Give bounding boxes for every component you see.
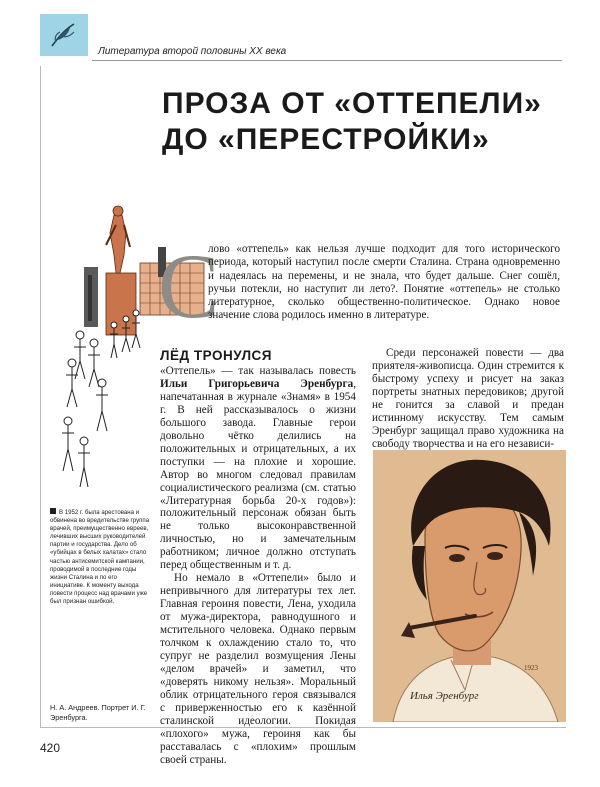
sidebar-note-text: В 1952 г. была арестована и обвинена во вредительстве группа врачей, преимущественно евреев, лечивших высших руководителей партии и государства. Дело об «убийцах в белых халатах» стало частью антисемитской кампании, проводимой в последние годы жизни Сталина и по его инициативе. К моменту выхода повести процесс над врачами уже был признан ошибкой.	[50, 509, 150, 606]
left-paragraph-2: Но немало в «Оттепели» было и непривычного для литературы тех лет. Главная героиня повести, Лена, уходила от мужа-директора, равнодушного и мстительного человека. Однако первым толчком к охлаждению стало то, что супруг не разделил возмущения Лены «делом врачей» и заметил, что «доверять никому нельзя». Моральный облик отрицательного героя связывался с приверженностью его к казённой сталинской идеологии. Покидая «плохого» мужа, героиня как бы расставалась с «плохим» прошлым своей страны.	[160, 572, 356, 766]
article-title	[162, 86, 542, 158]
sidebar-note	[50, 508, 150, 606]
statue-drawing	[106, 206, 136, 335]
intro-paragraph: лово «оттепель» как нельзя лучше подходит для того исторического периода, который наступил после смерти Сталина. Страна одновременно и надеялась на перемены, и не знала, что будет дальше. Снег сошёл, ручьи потекли, но наступит ли лето?. Понятие «оттепель» не столько литературное, сколько общественно-политическое. Однако новое значение слова родилось именно в литературе.	[208, 243, 560, 322]
portrait-caption: Н. А. Андреев. Портрет И. Г. Эренбурга.	[50, 703, 146, 722]
right-column	[372, 347, 564, 451]
right-paragraph-1: Среди персонажей повести — два приятеля-живописца. Один стремится к быстрому успеху и рисует на заказ портреты знатных передовиков; другой не гонится за славой и предан истинному искусству. Тем самым Эренбург защищал право художника на свободу творчества и на его независи-	[372, 347, 564, 450]
ehrenburg-portrait-drawing	[373, 450, 566, 722]
left-column	[160, 365, 356, 767]
portrait-image	[373, 450, 566, 722]
portrait-signature: Илья Эренбург	[410, 690, 479, 702]
paragraph-1-rest: , напечатанная в журнале «Знамя» в 1954 г. В ней рассказывалось о жизни большого завода. Главные герои довольно чётко делились на положительных и отрицательных, а их поступки — на плохие и хорошие. Автор во многом следовал правилам социалистического реализма (см. статью «Литературная борьба 20-х годов»): положительный персонаж обязан быть не только высоконравственной личностью, но и замечательным работником; личное должно отступать перед общественным и т. д.	[160, 377, 356, 572]
header-logo	[40, 14, 88, 56]
header-divider	[92, 60, 562, 61]
paragraph-1-start: «Оттепель» — так называлась повесть	[160, 365, 356, 377]
square-bullet-icon	[50, 508, 56, 514]
running-header: Литература второй половины XX века	[98, 46, 287, 57]
portrait-date: 1923	[524, 664, 538, 672]
section-heading: ЛЁД ТРОНУЛСЯ	[160, 348, 273, 363]
title-line-2: ДО «ПЕРЕСТРОЙКИ»	[162, 123, 490, 156]
crowd-drawing	[62, 310, 140, 487]
title-line-1: ПРОЗА ОТ «ОТТЕПЕЛИ»	[162, 87, 542, 120]
feather-leaf-icon	[48, 20, 80, 50]
drop-cap: С	[158, 235, 220, 337]
author-name: Ильи Григорьевича Эренбурга	[160, 377, 354, 390]
left-paragraph-1	[160, 365, 356, 572]
page-number: 420	[40, 741, 61, 755]
